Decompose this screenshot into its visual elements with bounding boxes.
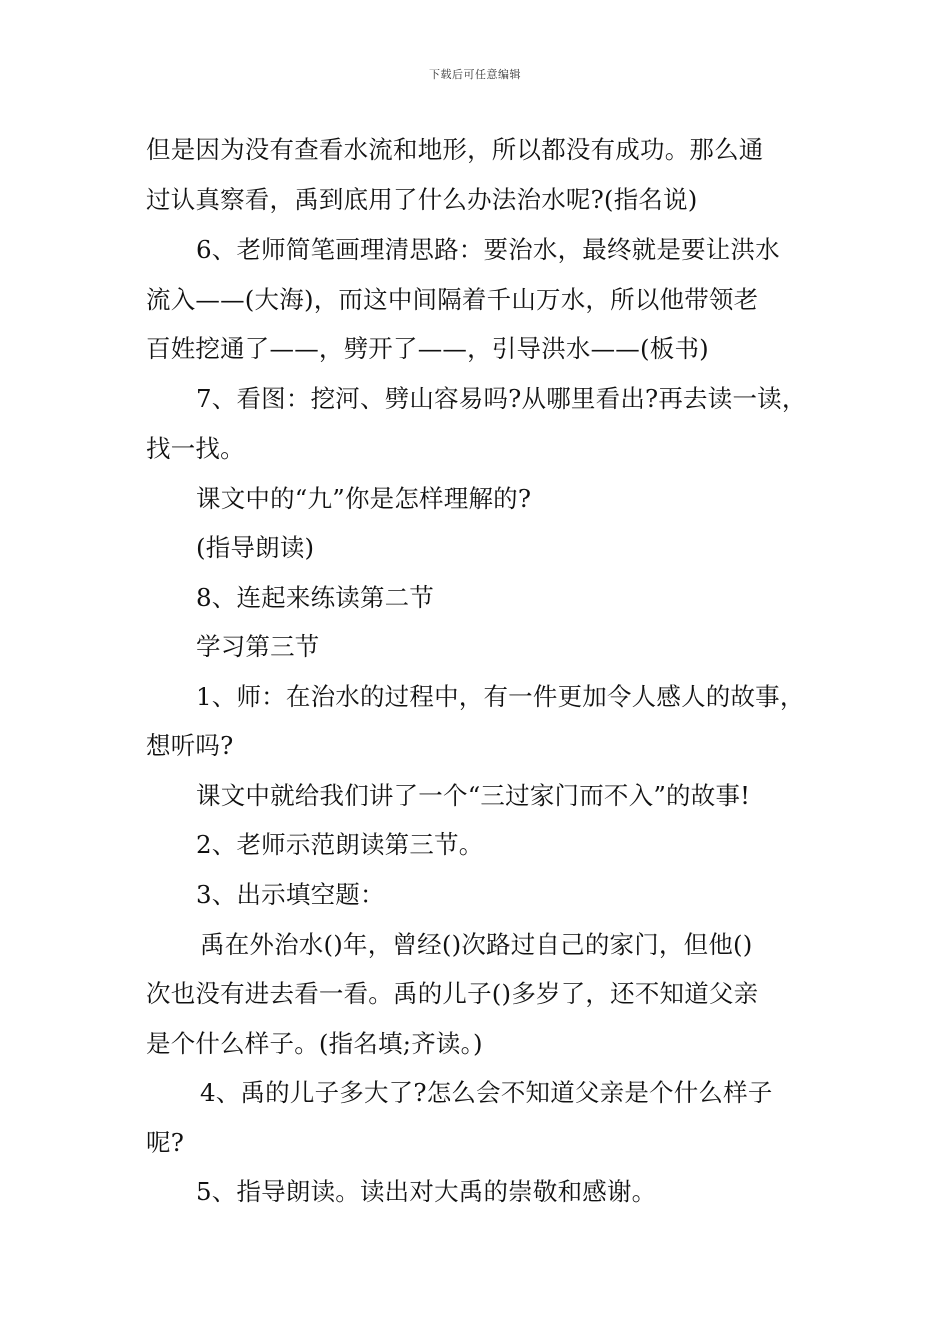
- text-line: 3、出示填空题：: [196, 880, 385, 909]
- text-line: 流入——(大海)，而这中间隔着千山万水，所以他带领老: [146, 285, 759, 314]
- text-line: 过认真察看，禹到底用了什么办法治水呢?(指名说): [146, 185, 698, 214]
- text-line: 想听吗?: [146, 731, 234, 760]
- text-line: 7、看图：挖河、劈山容易吗?从哪里看出?再去读一读，: [196, 384, 807, 413]
- text-line: 4、禹的儿子多大了?怎么会不知道父亲是个什么样子: [200, 1078, 773, 1107]
- text-line: 1、师：在治水的过程中，有一件更加令人感人的故事，: [196, 682, 805, 711]
- text-line: 是个什么样子。(指名填;齐读。): [146, 1029, 483, 1058]
- text-line: 2、老师示范朗读第三节。: [196, 830, 484, 859]
- text-line: 但是因为没有查看水流和地形，所以都没有成功。那么通: [146, 135, 764, 164]
- text-line: 6、老师简笔画理清思路：要治水，最终就是要让洪水: [196, 235, 780, 264]
- text-line: 5、指导朗读。读出对大禹的崇敬和感谢。: [196, 1177, 657, 1206]
- text-line: 课文中就给我们讲了一个“三过家门而不入”的故事!: [196, 781, 751, 810]
- text-line: 课文中的“九”你是怎样理解的?: [196, 484, 532, 513]
- text-line: 百姓挖通了——，劈开了——，引导洪水——(板书): [146, 334, 709, 363]
- text-line: 次也没有进去看一看。禹的儿子()多岁了，还不知道父亲: [146, 979, 759, 1008]
- page-header: 下载后可任意编辑: [429, 68, 521, 81]
- text-line: 学习第三节: [196, 632, 320, 661]
- text-line: (指导朗读): [196, 533, 315, 562]
- text-line: 禹在外治水()年，曾经()次路过自己的家门，但他(): [200, 930, 753, 959]
- text-line: 呢?: [146, 1128, 185, 1157]
- text-line: 找一找。: [146, 434, 245, 463]
- text-line: 8、连起来练读第二节: [196, 583, 435, 612]
